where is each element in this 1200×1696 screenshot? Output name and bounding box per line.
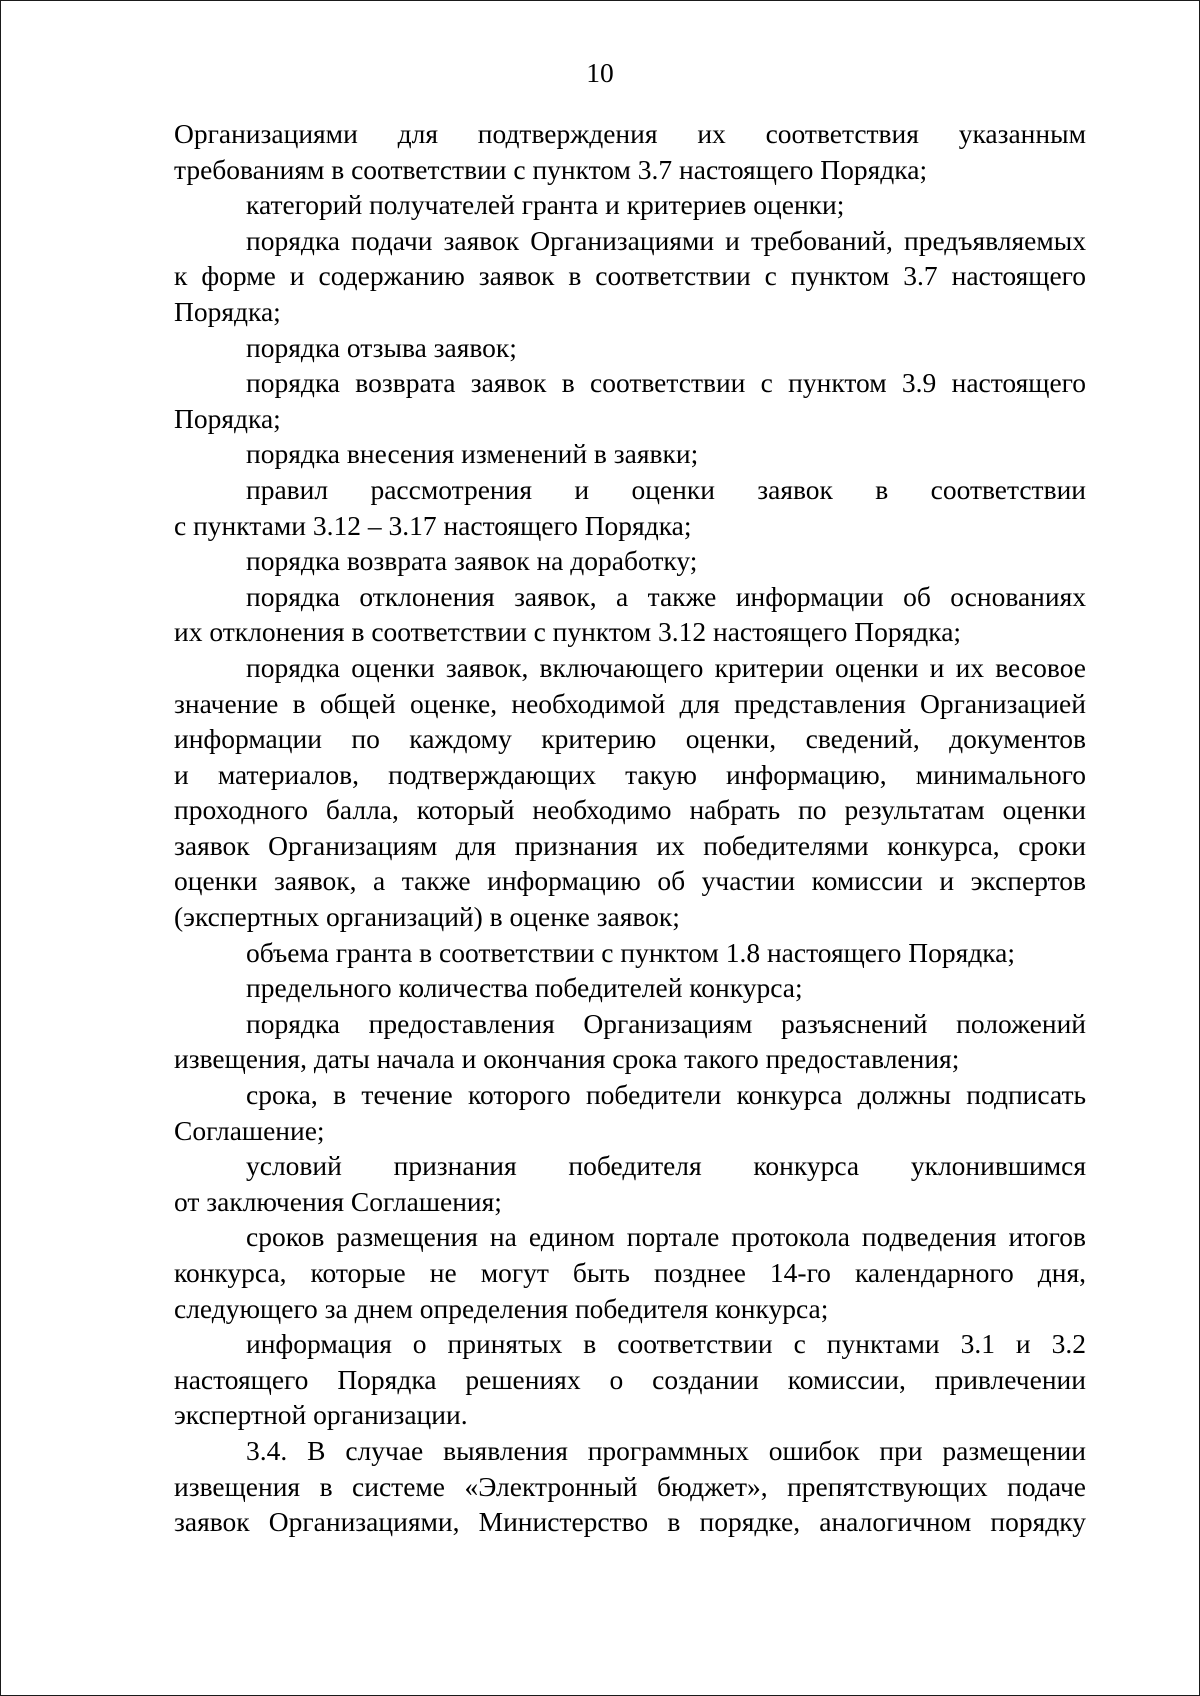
text-line: предельного количества победителей конкурса; (246, 972, 803, 1004)
text-line: настоящего Порядка решениях о создании комиссии, привлечении (174, 1363, 1086, 1395)
page-number: 10 (586, 57, 614, 88)
text-line: категорий получателей гранта и критериев оценки; (246, 189, 845, 221)
text-line: порядка подачи заявок Организациями и требований, предъявляемых (246, 224, 1086, 256)
text-line: заявок Организациям для признания их победителями конкурса, сроки (174, 829, 1086, 861)
text-line: Порядка; (174, 295, 281, 327)
text-line: сроков размещения на едином портале протокола подведения итогов (246, 1221, 1086, 1253)
text-line: от заключения Соглашения; (174, 1185, 502, 1217)
text-line: объема гранта в соответствии с пунктом 1.8 настоящего Порядка; (246, 936, 1016, 968)
text-line: информация о принятых в соответствии с пунктами 3.1 и 3.2 (246, 1328, 1086, 1360)
text-line: порядка возврата заявок в соответствии с пунктом 3.9 настоящего (246, 367, 1086, 399)
text-line: Соглашение; (174, 1114, 325, 1146)
text-line: порядка оценки заявок, включающего критерии оценки и их весовое (246, 651, 1086, 683)
text-line: с пунктами 3.12 – 3.17 настоящего Порядка; (174, 509, 692, 541)
body-text (174, 116, 1086, 1540)
text-line: следующего за днем определения победителя конкурса; (174, 1292, 829, 1324)
text-line: (экспертных организаций) в оценке заявок; (174, 901, 680, 933)
text-line: оценки заявок, а также информацию об участии комиссии и экспертов (174, 865, 1086, 897)
text-line: их отклонения в соответствии с пунктом 3.12 настоящего Порядка; (174, 616, 962, 648)
text-line: порядка внесения изменений в заявки; (246, 438, 699, 470)
text-line: порядка возврата заявок на доработку; (246, 545, 698, 577)
text-line: заявок Организациями, Министерство в порядке, аналогичном порядку (174, 1506, 1086, 1538)
text-line: экспертной организации. (174, 1399, 468, 1431)
text-line: проходного балла, который необходимо набрать по результатам оценки (174, 794, 1086, 826)
text-line: требованиям в соответствии с пунктом 3.7 настоящего Порядка; (174, 153, 928, 185)
text-line: 3.4. В случае выявления программных ошибок при размещении (246, 1434, 1086, 1466)
text-line: порядка отзыва заявок; (246, 331, 517, 363)
text-line: срока, в течение которого победители конкурса должны подписать (246, 1079, 1086, 1111)
text-line: извещения, даты начала и окончания срока такого предоставления; (174, 1043, 960, 1075)
text-line: порядка отклонения заявок, а также информации об основаниях (246, 580, 1086, 612)
text-line: значение в общей оценке, необходимой для представления Организацией (174, 687, 1086, 719)
text-line: правил рассмотрения и оценки заявок в соответствии (246, 473, 1086, 505)
text-line: извещения в системе «Электронный бюджет», препятствующих подаче (174, 1470, 1086, 1502)
text-line: порядка предоставления Организациям разъяснений положений (246, 1007, 1086, 1039)
text-line: Организациями для подтверждения их соответствия указанным (174, 118, 1086, 149)
text-line: к форме и содержанию заявок в соответствии с пунктом 3.7 настоящего (174, 260, 1086, 292)
text-line: условий признания победителя конкурса уклонившимся (246, 1150, 1086, 1182)
text-line: информации по каждому критерию оценки, сведений, документов (174, 723, 1086, 755)
text-line: и материалов, подтверждающих такую информацию, минимального (174, 758, 1086, 790)
text-line: конкурса, которые не могут быть позднее 14-го календарного дня, (174, 1257, 1086, 1288)
text-line: Порядка; (174, 402, 281, 434)
